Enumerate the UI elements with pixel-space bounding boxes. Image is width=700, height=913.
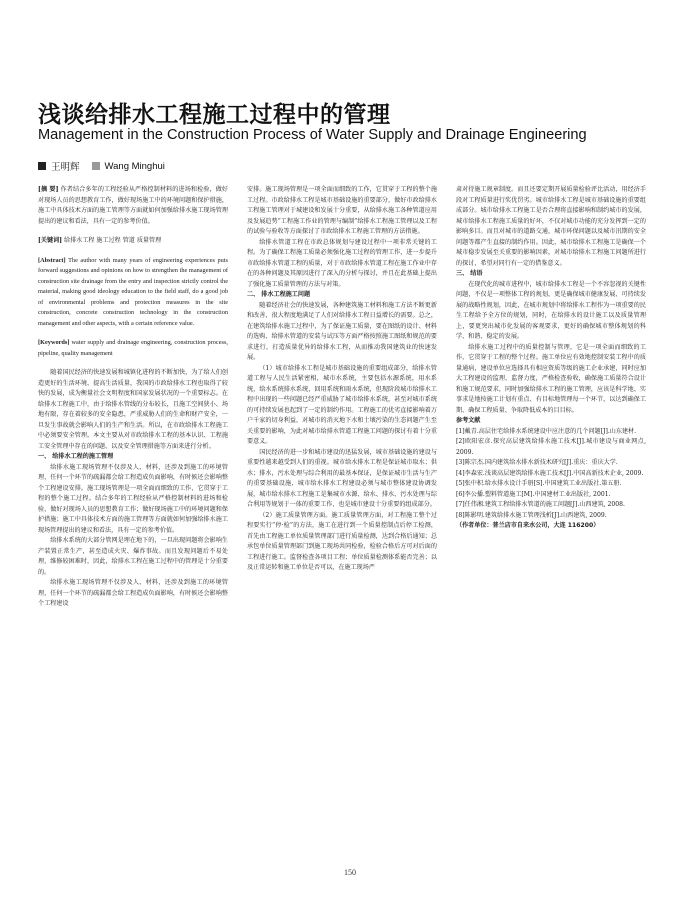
body-paragraph: 给排水管道工程在市政总体规划与建设过程中一项非常关键的工程。为了确保工程施工质量必须强化施工过程的管理工作，进一步提升市政给排水管道工程的质量，对于市政给排水管道工程在施工作业中存在的各种问题及其原因进行了深入的分析与探讨，并且在此基础上提出了强化施工质量管理的方法与对策。 — [247, 238, 437, 288]
text-column-1 — [38, 185, 228, 885]
author-name-english: Wang Minghui — [104, 160, 165, 172]
body-paragraph: 国民经济的进一步和城市建设的迅猛发展，城市基础设施的建设与重要性越来越受到人们的重视。城市给水排水工程是保证城市取水；供水；排水，污水处理与综合利用的最基本保证，是保证城市生活与生产的重要基础设施，城市给水排水工程建设必须与城市整体建设协调发展，城市给水排水工程施工是集城市水源、给水、排水、污水处理与综合利用等规划于一体的重要工作，也是城市建设十分重要的组成部分。 — [247, 448, 437, 508]
body-paragraph: 随着国民经济的快速发展和城镇化进程的不断加快，为了给人们创造更好的生活环境、提高生活质量，我国的市政给排水工程也取得了较快的发展，成为衡量社会文明程度和国家发展状况的一个重要标志。在给排水工程施工中，由于给排水管线的分布较长，且施工空间狭小、场地有限，存在着较多的安全隐患，严重威胁人们的生命和财产安全，一旦发生事故就会影响人们的生产和生活。所以，在市政给排水工程施工中必须要安全管理。本文主要从对市政给排水工程的基本认识、工程施工安全管理中存在的问题、以及安全管理措施等方面来进行分析。 — [38, 369, 228, 450]
body-paragraph: （2）施工质量管理方面。施工质量管理方面，对工程施工整个过程要实行“停·检”的方法，施工在进行到一个质量控制点后停工检测，首先由工程施工单位质量管理部门进行质量检测，达到合格后通知；总承包单位质量管理部门到施工现场共同检验，检验合格后方可对后面的工程进行施工。监督检查各项目工程；单位质量检测体系能否完善；以及正常运转和施工单位是否可以，在施工现场严 — [247, 511, 437, 571]
reference-item: [4]李森宏.浅谈高层建筑给排水施工技术[J].中国高新技术企业, 2009. — [456, 469, 644, 477]
body-paragraph: 给排水系统的大部分管网是埋在地下的，一旦出现问题将会影响生产装置正常生产，甚至造成火灾、爆炸事故。而且发现问题后不易处理，维修较困难时，因此，给排水工程在施工过程中的管理是十分重要的。 — [38, 537, 228, 576]
abstract-chinese — [38, 185, 228, 227]
body-paragraph: 肃对待施工规章制度。而且还要定期开展质量检验评比活动，用经济手段对工程质量进行奖优罚劣。城市给排水工程是城市基础设施的重要组成部分。城市给排水工程施工是否合理将直接影响和制约城市的发展，城市给排水工程施工质量的好坏，不仅对城市功能的充分发挥到一定的影响多目。而且对城市的道路交通，城市环保问题以及城市汛期的安全问题等都产生直接的制约作用。因此，城市给排水工程施工是确保一个城市稳步发展至关重要的影响因素，对城市给排水工程施工问题所进行的探讨，希望对同行有一定的借鉴意义。 — [456, 186, 646, 267]
body-paragraph: 在现代化的城市进程中，城市给排水工程是一个不容忽视的关键性问题，不仅是一项整体工程的规划，更是确保城市健康发展、可持续发展的战略性规划，因此，在城市规划中将给排水工程作为一项重要的民生工程给予全方位的规划，同时，在给排水的设计施工以及质量管理上，要更突出城市化发展的客观要求，更好的确保城市整体规划的科学、和谐、稳定的发展。 — [456, 280, 646, 340]
section-heading: 一、 给排水工程的施工管理 — [38, 453, 114, 460]
square-bullet-icon — [38, 162, 46, 170]
author-name-chinese: 王明辉 — [51, 162, 80, 173]
keywords-text: 给排水工程 施工过程 管道 质量管理 — [64, 237, 162, 244]
text-column-2 — [247, 185, 437, 885]
reference-item: [8]陈影明.建筑给排水施工管理浅析[J].山西建筑, 2009. — [456, 511, 607, 519]
keywords-english — [38, 338, 228, 359]
body-paragraph: （1）城市给排水工程是城市基础设施的重要组成部分，给排水管道工程与人民生活紧密相，城市水系统，主要包括水源系统，用水系统，给水系统排水系统，回用系统和雨水系统，但现阶段城市给排水工程中出现的一些问题已经严重威胁了城市给排水系统，甚至对城市系统的可持续发展也起到了一定的制约作用。工程施工的优劣直接影响着万户千家的切身利益，对城市的消灭地下水和土壤污染的生态问题产生至关重要的影响，为此对城市给排水管道工程施工问题的探讨有着十分重要意义。 — [247, 364, 437, 445]
keywords-tag: [关键词] — [38, 237, 63, 244]
body-paragraph: 给排水施工现场管理不仅涉及人、材料，还涉及到施工的环境管理，任何一个环节的疏漏都会给工程造成负面影响，有时候还会影响整个工程建设 — [38, 579, 228, 607]
reference-item: [3]陈宗杰.国内建筑给水排水新技术研究[J].重庆：重庆大学. — [456, 459, 618, 466]
section-heading: 二、 排水工程施工问题 — [247, 291, 311, 298]
reference-item: [6]李公播.塑料管道施工[M].中国建材工业出版社, 2001. — [456, 490, 611, 498]
article-title-chinese: 浅谈给排水工程施工过程中的管理 — [38, 102, 391, 128]
body-paragraph: 安排。施工现场管理是一项全面而细致的工作，它贯穿于工程的整个施工过程。市政给排水工程是城市基础设施的重要部分，做好市政给排水工程施工管理对于城建设和发展十分重要，从给排水施工各种管道应用及发展趋势“工程施工作业的管理与编制”给排水工程施工管理以及工程的试验与验收等方面探讨了市政给排水工程施工管理的方法措施。 — [247, 186, 437, 235]
keywords-chinese — [38, 236, 228, 247]
text-column-3 — [456, 185, 646, 885]
abstract-tag: [Abstract] — [38, 256, 66, 264]
article-title-english: Management in the Construction Process of Water Supply and Drainage Engineering — [38, 127, 587, 143]
abstract-tag: [摘 要] — [38, 186, 59, 193]
author-line — [38, 159, 165, 173]
body-paragraph: 随着经济社会的快速发展，各种建筑施工材料和施工方法不断更新和改善，很大程度地满足了人们对给排水工程日益增长的需要。总之，在建筑给排水施工过程中，为了保证施工质量，要在图纸的设计、材料的选购、给排水管道的安装与试压等方面严格按照施工图纸和规范的要求进行，打造质量优异的给排水工程，从而推动我国建筑业的快速发展。 — [247, 301, 437, 361]
reference-item: [5]张中积.给水排水设计手册[S].中国建筑工业出版社.第五册. — [456, 480, 622, 487]
abstract-text: 作者结合多年的工程经验从严格控制材料的进场和检验，做好对现场人员的思想教育工作，做好现场施工中的环境问题和保护措施，施工中具体技术方面的施工管理等方面就如何加强给排水施工现场管理提出的建议和看法，具有一定的参考价值。 — [38, 186, 228, 225]
references-heading: 参考文献 — [456, 417, 481, 424]
reference-item: [2]欧阳宏彦.探究高层建筑给排水施工技术[J].城市建设与商业网点, 2009. — [456, 438, 646, 456]
keywords-tag: [Keywords] — [38, 339, 70, 346]
section-heading: 三、 结语 — [456, 270, 483, 277]
abstract-english — [38, 256, 228, 330]
body-paragraph: 给排水施工过程中的质量控制与管理，它是一项全面而细致的工作，它贯穿于工程的整个过程。施工单位应有效地控制安装工程中的质量通病，建设单位应选择具有相应资质等级的施工企业承建，同时应加大工程建设的监理、监督力度，严格检查验收，确保施工质量符合设计和施工规范要求，同时加强给排水工程的施工管理，应该是科学地、实事求是地按施工计划有重点、有目标地管理每一个环节，以达到确保工期、确保工程质量、争取降低成本的目目标。 — [456, 343, 646, 414]
reference-item: [1]戴青.高层住宅给排水系统建设中应注意的几个问题[J].山东建材. — [456, 427, 637, 435]
square-bullet-icon — [92, 162, 100, 170]
keywords-text: water supply and drainage engineering, construction process, pipeline, quality management — [38, 339, 228, 357]
abstract-text: The author with many years of engineering experiences puts forward suggestions and opinions on how to strengthen the management of construction site drainage from the entry and inspection strictly control the material, making good ideology education to the field staff, do a good job of environmental problems and protection measures in the site construction, concrete construction technology in the construction management and other aspects, with a certain reference value. — [38, 256, 228, 327]
page-number: 150 — [344, 868, 356, 877]
body-paragraph: 给排水施工现场管理不仅涉及人、材料，还涉及到施工的环境管理，任何一个环节的疏漏都会给工程造成负面影响，有时候还会影响整个工程建设安排。施工现场管理是一项全面而细致的工作，它贯穿于工程的整个施工过程。结合多年的工程经验从严格控制材料的进场和检验，做好对现场人员的思想教育工作；做好现场施工中的环境问题和保护措施；施工中具体技术方面的施工管理等方面就如何加强给排水施工现场管理提出的建议和看法，具有一定的参考价值。 — [38, 463, 228, 534]
author-affiliation: （作者单位：普兰店市自来水公司，大连 116200） — [456, 522, 600, 529]
reference-item: [7]任伟湘.建筑工程给排水管道的施工问题[J].山西建筑, 2008. — [456, 501, 625, 508]
